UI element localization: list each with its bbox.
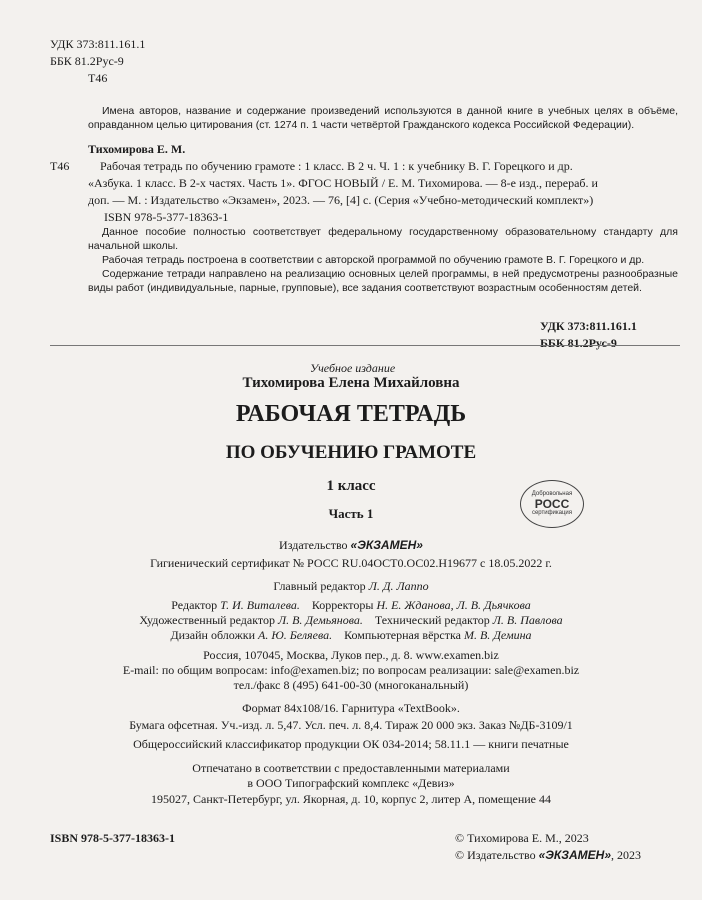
annotation-1: Данное пособие полностью соответствует федеральному государственному образовательному стандарту для начальной школы. [88,226,678,252]
art-editor-name: Л. В. Демьянова. [277,613,363,627]
tech-editor-label: Технический редактор [374,613,490,627]
layout-name: М. В. Демина [463,628,532,642]
editor-name: Т. И. Виталева. [220,598,300,612]
correctors-names: Н. Е. Жданова, Л. В. Дьячкова [376,598,531,612]
publisher-line [0,537,702,553]
bib-code: Т46 [50,159,70,173]
copyright-publisher-year: , 2023 [611,848,642,862]
cover-design-label: Дизайн обложки [170,628,255,642]
certification-mark-top: Добровольная [531,491,573,497]
bib-line-3: доп. — М. : Издательство «Экзамен», 2023. — 76, [4] с. (Серия «Учебно-методический комплект») [88,193,594,207]
annotation-3: Содержание тетради направлено на реализацию основных целей программы, в ней предусмотрены разнообразные виды работ (индивидуальные, парные, групповые), все задания соответствуют возрастным особенностям детей. [88,268,678,294]
bbk-code: ББК 81.2Рус-9 [50,54,124,68]
copyright-publisher-name: «ЭКЗАМЕН» [538,848,612,862]
udk-code: УДК 373:811.161.1 [50,37,146,51]
divider [50,345,680,346]
bib-isbn: ISBN 978-5-377-18363-1 [104,210,229,224]
publisher-prefix: Издательство [279,538,348,552]
edition-type: Учебное издание [310,361,396,375]
bbk-code-right: ББК 81.2Рус-9 [540,336,617,350]
publisher-email: E-mail: по общим вопросам: info@examen.biz; по вопросам реализации: sale@examen.biz [122,663,580,677]
printer-line-3: 195027, Санкт-Петербург, ул. Якорная, д. 10, корпус 2, литер А, помещение 44 [151,792,551,806]
book-subtitle: ПО ОБУЧЕНИЮ ГРАМОТЕ [225,442,477,463]
layout-label: Компьютерная вёрстка [344,628,461,642]
print-format: Формат 84x108/16. Гарнитура «TextBook». [242,701,460,715]
publisher-address: Россия, 107045, Москва, Луков пер., д. 8. www.examen.biz [203,648,499,662]
footer-isbn: ISBN 978-5-377-18363-1 [50,831,175,845]
udk-code-right: УДК 373:811.161.1 [540,319,637,333]
product-classifier: Общероссийский классификатор продукции ОК 034-2014; 58.11.1 — книги печатные [133,737,569,751]
part-label: Часть 1 [328,506,374,521]
art-editor-line [0,612,702,628]
chief-editor-line [0,578,702,594]
chief-editor-label: Главный редактор [273,579,366,593]
book-title: РАБОЧАЯ ТЕТРАДЬ [235,401,467,427]
editor-line [0,597,702,613]
certification-mark [520,480,584,528]
publisher-phone: тел./факс 8 (495) 641-00-30 (многоканальный) [233,678,469,692]
grade-label: 1 класс [326,478,376,494]
author-full-name: Тихомирова Елена Михайловна [242,375,460,391]
bib-line-2: «Азбука. 1 класс. В 2-х частях. Часть 1». ФГОС НОВЫЙ / Е. М. Тихомирова. — 8-е изд., перераб. и [88,176,598,190]
certification-mark-bottom: сертификация [531,510,573,516]
copyright-notice: Имена авторов, название и содержание произведений используются в данной книге в учебных целях в объёме, оправданном целью цитирования (ст. 1274 п. 1 части четвёртой Гражданского кодекса Российской Федерации). [88,105,678,131]
art-editor-label: Художественный редактор [139,613,275,627]
hygienic-certificate: Гигиенический сертификат № РОСС RU.04ОСТ0.ОС02.Н19677 с 18.05.2022 г. [150,556,552,570]
bib-author: Тихомирова Е. М. [88,142,186,156]
author-sign: Т46 [88,71,108,85]
correctors-label: Корректоры [311,598,374,612]
printer-line-1: Отпечатано в соответствии с предоставленными материалами [192,761,510,775]
chief-editor-name: Л. Д. Лаппо [368,579,429,593]
copyright-publisher [455,847,641,863]
printer-line-2: в ООО Типографский комплекс «Девиз» [247,776,455,790]
design-line [0,627,702,643]
annotation-2: Рабочая тетрадь построена в соответствии с авторской программой по обучению грамоте В. Г. Горецкого и др. [102,254,645,266]
certification-mark-mid: РОСС [534,497,570,511]
copyright-author: © Тихомирова Е. М., 2023 [455,831,589,845]
bib-line-1: Рабочая тетрадь по обучению грамоте : 1 класс. В 2 ч. Ч. 1 : к учебнику В. Г. Горецкого и др. [100,159,573,173]
publisher-name: «ЭКЗАМЕН» [350,538,423,552]
cover-design-name: А. Ю. Беляева. [258,628,333,642]
copyright-publisher-prefix: © Издательство [455,848,536,862]
tech-editor-name: Л. В. Павлова [492,613,563,627]
editor-label: Редактор [171,598,218,612]
print-paper: Бумага офсетная. Уч.-изд. л. 5,47. Усл. печ. л. 8,4. Тираж 20 000 экз. Заказ №ДБ-3109/1 [129,718,573,732]
